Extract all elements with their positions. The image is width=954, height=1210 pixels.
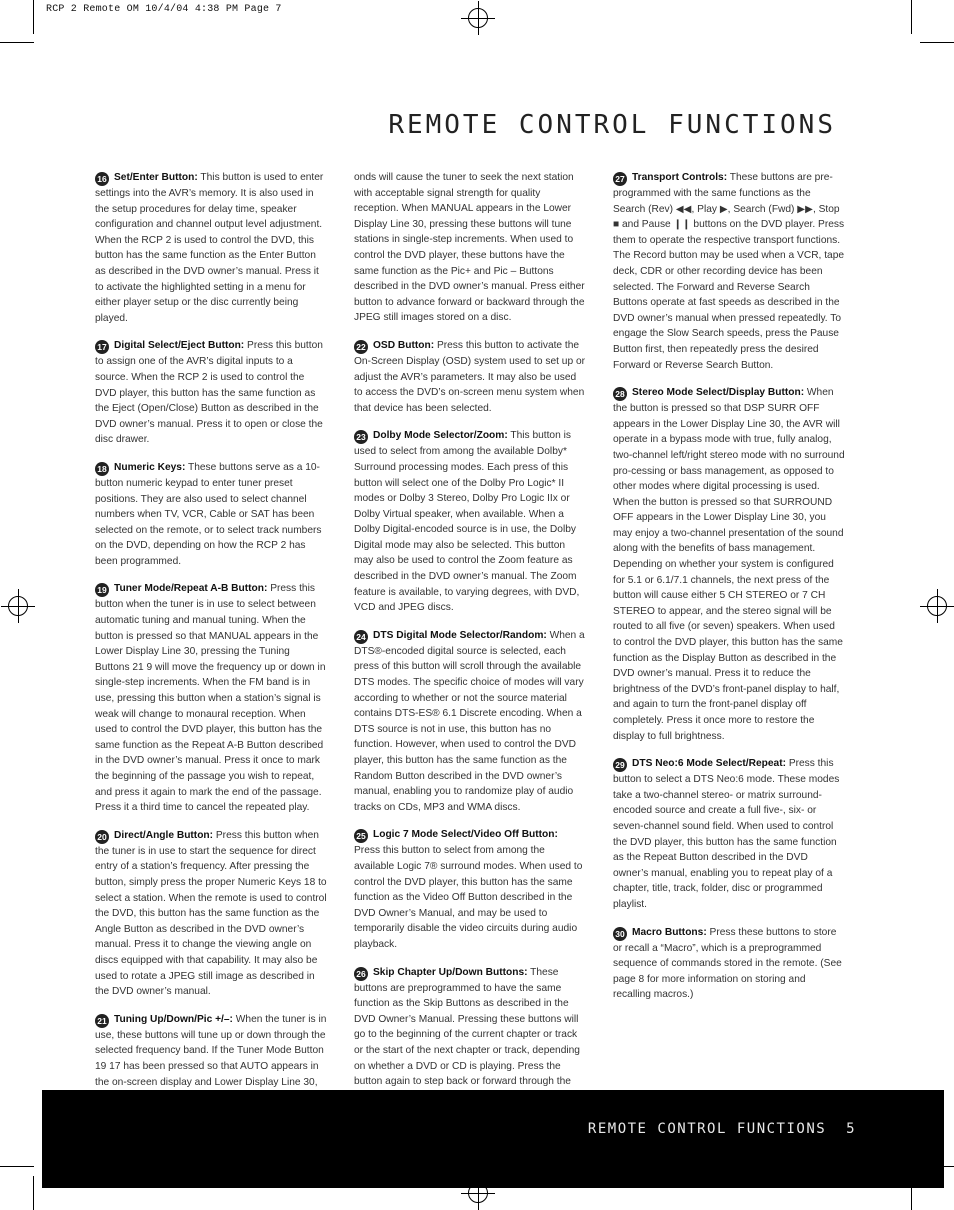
function-description <box>95 828 327 1000</box>
function-body-text: Press this button when the tuner is in use to start the sequence for direct entry of a station’s frequency. After pressing the button, simply press the proper Numeric Keys 18 to select a station. When the remote is used to control the DVD, this button has the same function as the Angle Button as described in the DVD owner’s manual. Press it to change the viewing angle on discs equipped with that capability. It may also be used to rotate a JPEG still image as described in the DVD owner’s manual. <box>95 829 327 998</box>
crop-mark <box>911 0 912 34</box>
function-description <box>613 385 845 744</box>
item-number-badge: 16 <box>95 172 109 186</box>
item-number-badge: 26 <box>354 967 368 981</box>
function-body-text: This button is used to enter settings into the AVR’s memory. It is also used in the setup procedures for delay time, speaker configuration and channel output level adjustment. When the RCP 2 is used to control the DVD, this button has the same function as the Enter Button as described in the DVD owner’s manual. Press it to activate the highlighted setting in a menu for either player setup or the disc currently being played. <box>95 172 324 324</box>
function-heading: Dolby Mode Selector/Zoom: <box>373 430 508 442</box>
crop-mark <box>0 42 34 43</box>
item-number-badge: 29 <box>613 758 627 772</box>
function-description <box>354 170 586 326</box>
function-body-text: Press this button to assign one of the AVR’s digital inputs to a source. When the RCP 2 is used to control the DVD player, this button has the same function as the Eject (Open/Close) Button as described in the DVD owner’s manual. Press it to open or close the disc drawer. <box>95 340 323 446</box>
text-column-1 <box>95 170 327 1133</box>
item-number-badge: 27 <box>613 172 627 186</box>
function-description <box>354 338 586 416</box>
function-heading: Digital Select/Eject Button: <box>114 340 245 352</box>
crop-mark <box>920 42 954 43</box>
function-heading: Transport Controls: <box>632 172 728 183</box>
function-body-text: When the button is pressed so that DSP SURR OFF appears in the Lower Display Line 30, the AVR will operate in a bypass mode with true, fully analog, two-channel left/right stereo mode with no surround pro-cessing or bass management, as opposed to other modes where digital processing is used. When the button is pressed so that SURROUND OFF appears in the Lower Display Line 30, you may enjoy a two-channel presentation of the sound along with the benefits of bass management. Depending on whether your system is configured for 5.1 or 6.1/7.1 channels, the next press of the button will cause either 5 CH STEREO or 7 CH STEREO to appear, and the stereo signal will be routed to all five (or seven) speakers. When used to control the DVD player, this button has the same function as the Display Button as described in the DVD owner’s manual. Press it to reduce the brightness of the DVD’s front-panel display to half, and again to turn the front-panel display off completely. Press it once more to restore the display to full brightness. <box>613 387 845 742</box>
function-body-text: Press this button to select a DTS Neo:6 mode. These modes take a two-channel stereo- or matrix surround-encoded source and create a full five-, six- or seven-channel sound field. When used to control the DVD player, this button has the same function as the Repeat Button described in the DVD owner’s manual, enabling you to repeat play of a chapter, title, track, folder, disc or programmed playlist. <box>613 758 840 910</box>
function-body-text: These buttons are pre-programmed with the same functions as the Search (Rev) ◀◀, Play ▶, Search (Fwd) ▶▶, Stop ■ and Pause ❙❙ buttons on the DVD player. Press them to operate the respective transport functions. The Record button may be used when a VCR, tape deck, CDR or other recording device has been selected. The Forward and Reverse Search Buttons operate at fast speeds as described in the DVD owner’s manual when pressed repeatedly. To engage the Slow Search speeds, press the Pause Button first, then repeatedly press the desired Forward or Reverse Search Button. <box>613 172 845 371</box>
text-column-3 <box>613 170 845 1015</box>
function-body-text: onds will cause the tuner to seek the next station with acceptable signal strength for quality reception. When MANUAL appears in the Lower Display Line 30, pressing these buttons will tune stations in single-step increments. When used to control the DVD player, these buttons have the same function as the Pic+ and Pic – Buttons described in the DVD owner’s manual. Press either button to advance forward or backward through the JPEG still images stored on a disc. <box>354 172 585 324</box>
function-body-text: Press this button to select from among the available Logic 7® surround modes. When used to control the DVD player, this button has the same function as the Video Off Button described in the DVD Owner’s Manual, and may be used to temporarily disable the video circuits during audio playback. <box>354 845 583 950</box>
crop-mark <box>33 0 34 34</box>
function-description <box>613 925 845 1003</box>
item-number-badge: 30 <box>613 927 627 941</box>
function-description <box>354 628 586 816</box>
function-body-text: These buttons serve as a 10-button numeric keypad to enter tuner preset positions. They are also used to select channel numbers when TV, VCR, Cable or SAT has been selected on the remote, or to select track numbers on the DVD, depending on how the RCP 2 has been programmed. <box>95 461 322 567</box>
function-description <box>95 170 327 326</box>
print-slug: RCP 2 Remote OM 10/4/04 4:38 PM Page 7 <box>46 4 282 15</box>
function-heading: Stereo Mode Select/Display Button: <box>632 387 805 399</box>
page-title: REMOTE CONTROL FUNCTIONS <box>388 110 836 141</box>
footer-label <box>588 1121 856 1137</box>
function-heading: Set/Enter Button: <box>114 172 198 183</box>
page-number: 5 <box>846 1121 856 1137</box>
function-description <box>613 170 845 373</box>
registration-mark-icon <box>927 596 947 616</box>
registration-mark-icon <box>468 8 488 28</box>
function-body-text: Press this button to activate the On-Screen Display (OSD) system used to set up or adjust the AVR’s parameters. It may also be used to access the DVD’s on-screen menu system when that device has been selected. <box>354 339 585 414</box>
function-body-text: Press these buttons to store or recall a “Macro”, which is a preprogrammed sequence of commands stored in the remote. (See page 8 for more information on storing and recalling macros.) <box>613 926 842 1001</box>
function-description <box>354 428 586 616</box>
item-number-badge: 17 <box>95 340 109 354</box>
function-heading: Logic 7 Mode Select/Video Off Button: <box>373 829 558 841</box>
footer-bar <box>42 1090 944 1188</box>
item-number-badge: 24 <box>354 630 368 644</box>
item-number-badge: 22 <box>354 340 368 354</box>
function-description <box>354 827 586 952</box>
function-body-text: Press this button when the tuner is in use to select between automatic tuning and manual tuning. When the button is pressed so that MANUAL appears in the Lower Display Line 30, pressing the Tuning Buttons 21 9 will move the frequency up or down in single-step increments. When the FM band is in use, pressing this button when a station’s signal is weak will change to monaural reception. When used to control the DVD player, this button has the same function as the Repeat A-B Button described in the DVD owner’s manual. Press it once to mark the beginning of the passage you wish to repeat, and press it again to mark the end of the passage. Press it a third time to cancel the repeated play. <box>95 583 326 814</box>
item-number-badge: 18 <box>95 462 109 476</box>
text-column-2 <box>354 170 586 1164</box>
item-number-badge: 28 <box>613 387 627 401</box>
function-body-text: This button is used to select from among the available Dolby* Surround processing modes. Each press of this button will select one of the Dolby Pro Logic* II modes or Dolby 3 Stereo, Dolby Pro Logic IIx or Dolby Virtual speaker, when available. When a Dolby Digital-encoded source is in use, the Dolby Digital mode may also be selected. This button may also be used to control the Zoom feature as described in the DVD owner’s manual. The Zoom feature is available, to varying degrees, with DVD, VCD and JPEG discs. <box>354 430 580 614</box>
function-heading: DTS Digital Mode Selector/Random: <box>373 629 547 641</box>
function-heading: Tuning Up/Down/Pic +/–: <box>114 1013 233 1025</box>
function-description <box>613 756 845 912</box>
function-description <box>95 338 327 448</box>
crop-mark <box>0 1166 34 1167</box>
footer-section-title: REMOTE CONTROL FUNCTIONS <box>587 1121 827 1137</box>
registration-mark-icon <box>8 596 28 616</box>
item-number-badge: 23 <box>354 430 368 444</box>
function-heading: Macro Buttons: <box>632 926 707 938</box>
item-number-badge: 19 <box>95 583 109 597</box>
function-heading: DTS Neo:6 Mode Select/Repeat: <box>632 758 786 770</box>
function-body-text: These buttons are preprogrammed to have the same function as the Skip Buttons as described in the DVD Owner’s Manual. Pressing these buttons will go to the beginning of the current chapter or track or the start of the next chapter or track, depending on whether a DVD or CD is playing. Press the button again to step back or forward through the <box>354 966 580 1088</box>
function-heading: Tuner Mode/Repeat A-B Button: <box>114 583 268 595</box>
function-description <box>95 460 327 570</box>
function-body-text: When the tuner is in use, these buttons will tune up or down through the selected frequency band. If the Tuner Mode Button 19 17 has been pressed so that AUTO appears in the on-screen display and Lower Display Line 30, <box>95 1013 327 1088</box>
item-number-badge: 21 <box>95 1014 109 1028</box>
function-heading: Numeric Keys: <box>114 461 186 473</box>
function-heading: OSD Button: <box>373 339 435 351</box>
item-number-badge: 20 <box>95 830 109 844</box>
function-heading: Direct/Angle Button: <box>114 829 214 841</box>
function-description <box>95 581 327 815</box>
item-number-badge: 25 <box>354 829 368 843</box>
function-heading: Skip Chapter Up/Down Buttons: <box>373 966 528 978</box>
crop-mark <box>33 1176 34 1210</box>
function-body-text: When a DTS®-encoded digital source is selected, each press of this button will scroll through the available DTS modes. The specific choice of modes will vary according to whether or not the source material contains DTS-ES® 6.1 Discrete encoding. When a DTS source is not in use, this button has no function. However, when used to control the DVD player, this button has the same function as the Random Button described in the DVD owner’s manual, enabling you to randomize play of audio tracks on CDs, MP3 and WMA discs. <box>354 629 585 813</box>
